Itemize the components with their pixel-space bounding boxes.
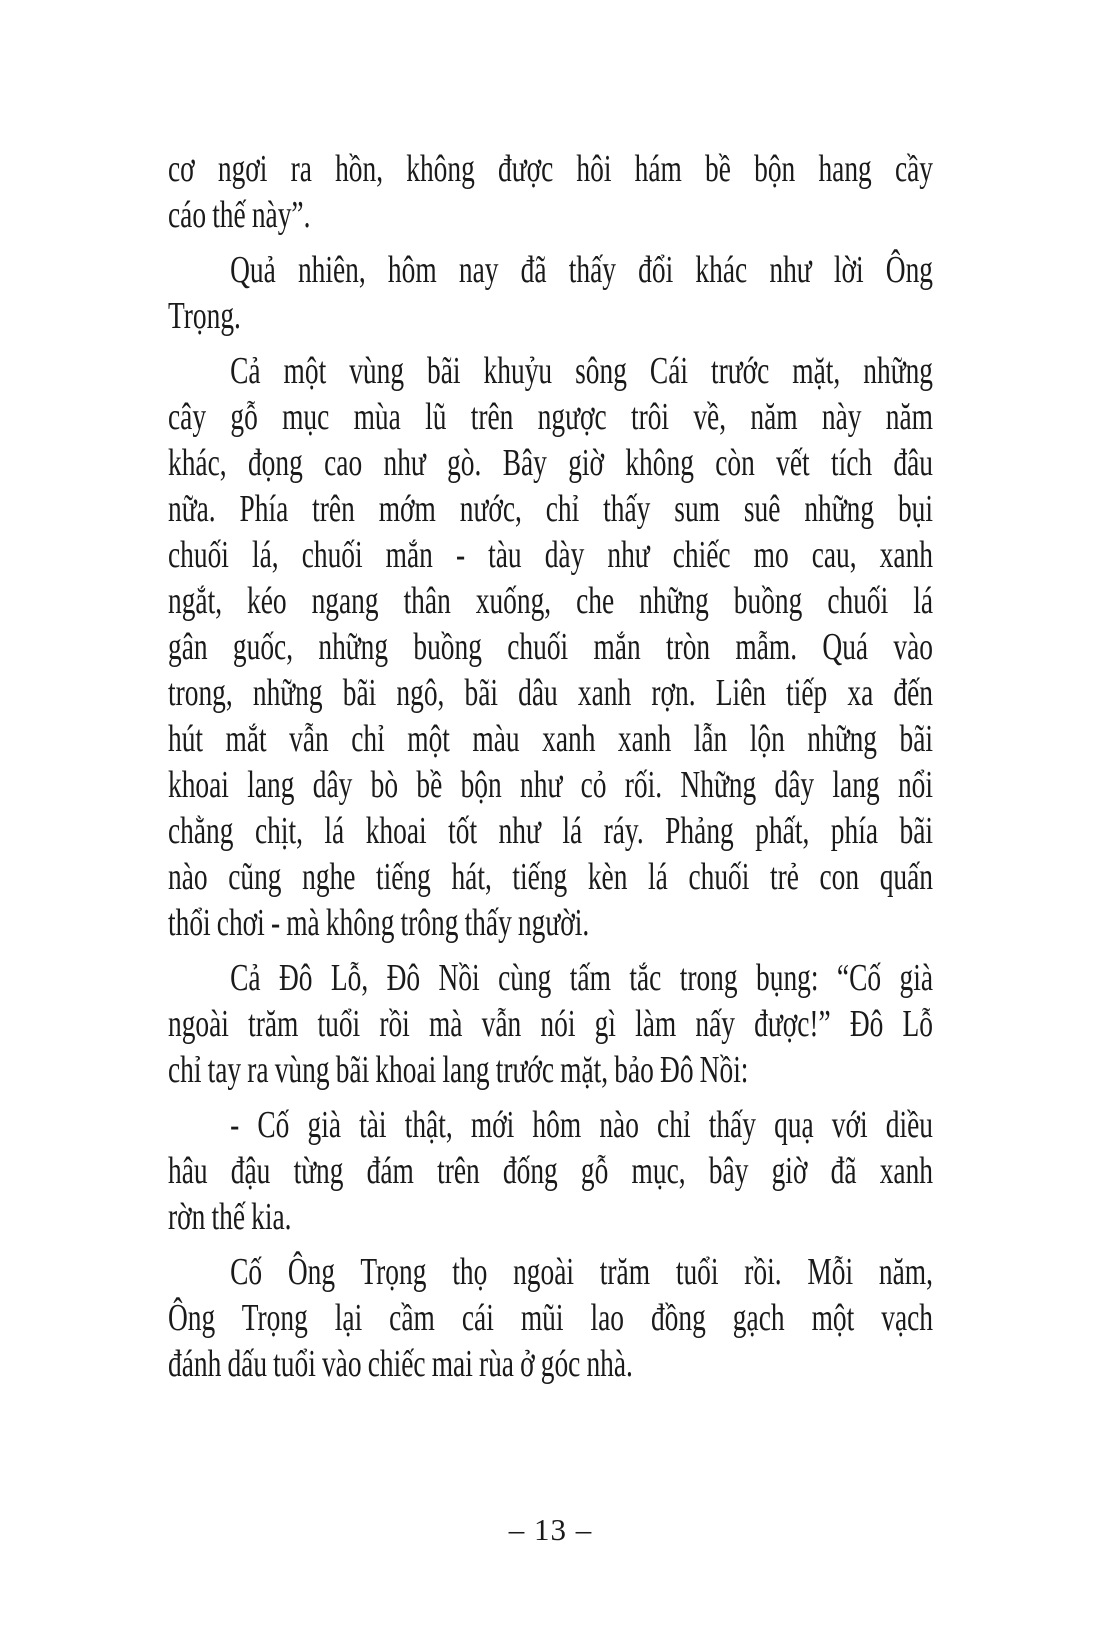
text-line: chằng chịt, lá khoai tốt như lá ráy. Phảng phất, phía bãi: [168, 810, 934, 852]
text-line: chuối lá, chuối mắn - tàu dày như chiếc mo cau, xanh: [168, 534, 934, 576]
text-line: khoai lang dây bò bề bộn như cỏ rối. Những dây lang nổi: [168, 764, 934, 806]
text-line: - Cố già tài thật, mới hôm nào chỉ thấy quạ với diều: [230, 1104, 934, 1146]
text-line: nào cũng nghe tiếng hát, tiếng kèn lá chuối trẻ con quấn: [168, 856, 934, 898]
text-line: cây gỗ mục mùa lũ trên ngược trôi về, năm này năm: [168, 396, 934, 438]
text-line: cáo thế này”.: [168, 194, 311, 236]
text-line: nữa. Phía trên mớm nước, chỉ thấy sum suê những bụi: [168, 488, 934, 530]
paragraph: [168, 1249, 933, 1387]
text-line: Quả nhiên, hôm nay đã thấy đổi khác như lời Ông: [230, 249, 934, 291]
paragraph: [168, 247, 933, 339]
text-line: Trọng.: [168, 295, 241, 337]
text-line: khác, đọng cao như gò. Bây giờ không còn vết tích đâu: [168, 442, 934, 484]
text-line: ngắt, kéo ngang thân xuống, che những buồng chuối lá: [168, 580, 934, 622]
paragraph: [168, 1102, 933, 1240]
text-line: rờn thế kia.: [168, 1196, 292, 1238]
text-line: ngoài trăm tuổi rồi mà vẫn nói gì làm nấy được!” Đô Lỗ: [168, 1003, 934, 1045]
paragraph: [168, 146, 933, 238]
text-line: Cố Ông Trọng thọ ngoài trăm tuổi rồi. Mỗi năm,: [230, 1251, 934, 1293]
text-line: Cả một vùng bãi khuỷu sông Cái trước mặt, những: [230, 350, 934, 392]
text-line: trong, những bãi ngô, bãi dâu xanh rợn. Liên tiếp xa đến: [168, 672, 934, 714]
page-number: – 13 –: [508, 1512, 593, 1547]
text-line: gân guốc, những buồng chuối mắn tròn mẫm. Quá vào: [168, 626, 934, 668]
text-line: đánh dấu tuổi vào chiếc mai rùa ở góc nhà.: [168, 1343, 633, 1385]
text-line: Ông Trọng lại cầm cái mũi lao đồng gạch một vạch: [168, 1297, 934, 1339]
text-line: thổi chơi - mà không trông thấy người.: [168, 902, 590, 944]
text-line: hâu đậu từng đám trên đống gỗ mục, bây giờ đã xanh: [168, 1150, 934, 1192]
text-block: [168, 146, 933, 1387]
text-line: chỉ tay ra vùng bãi khoai lang trước mặt, bảo Đô Nồi:: [168, 1049, 749, 1091]
paragraph: [168, 955, 933, 1093]
paragraph: [168, 348, 933, 946]
text-line: hút mắt vẫn chỉ một màu xanh xanh lẫn lộn những bãi: [168, 718, 934, 760]
text-line: Cả Đô Lỗ, Đô Nồi cùng tấm tắc trong bụng: “Cố già: [230, 957, 934, 999]
text-line: cơ ngơi ra hồn, không được hôi hám bề bộn hang cầy: [168, 148, 934, 190]
